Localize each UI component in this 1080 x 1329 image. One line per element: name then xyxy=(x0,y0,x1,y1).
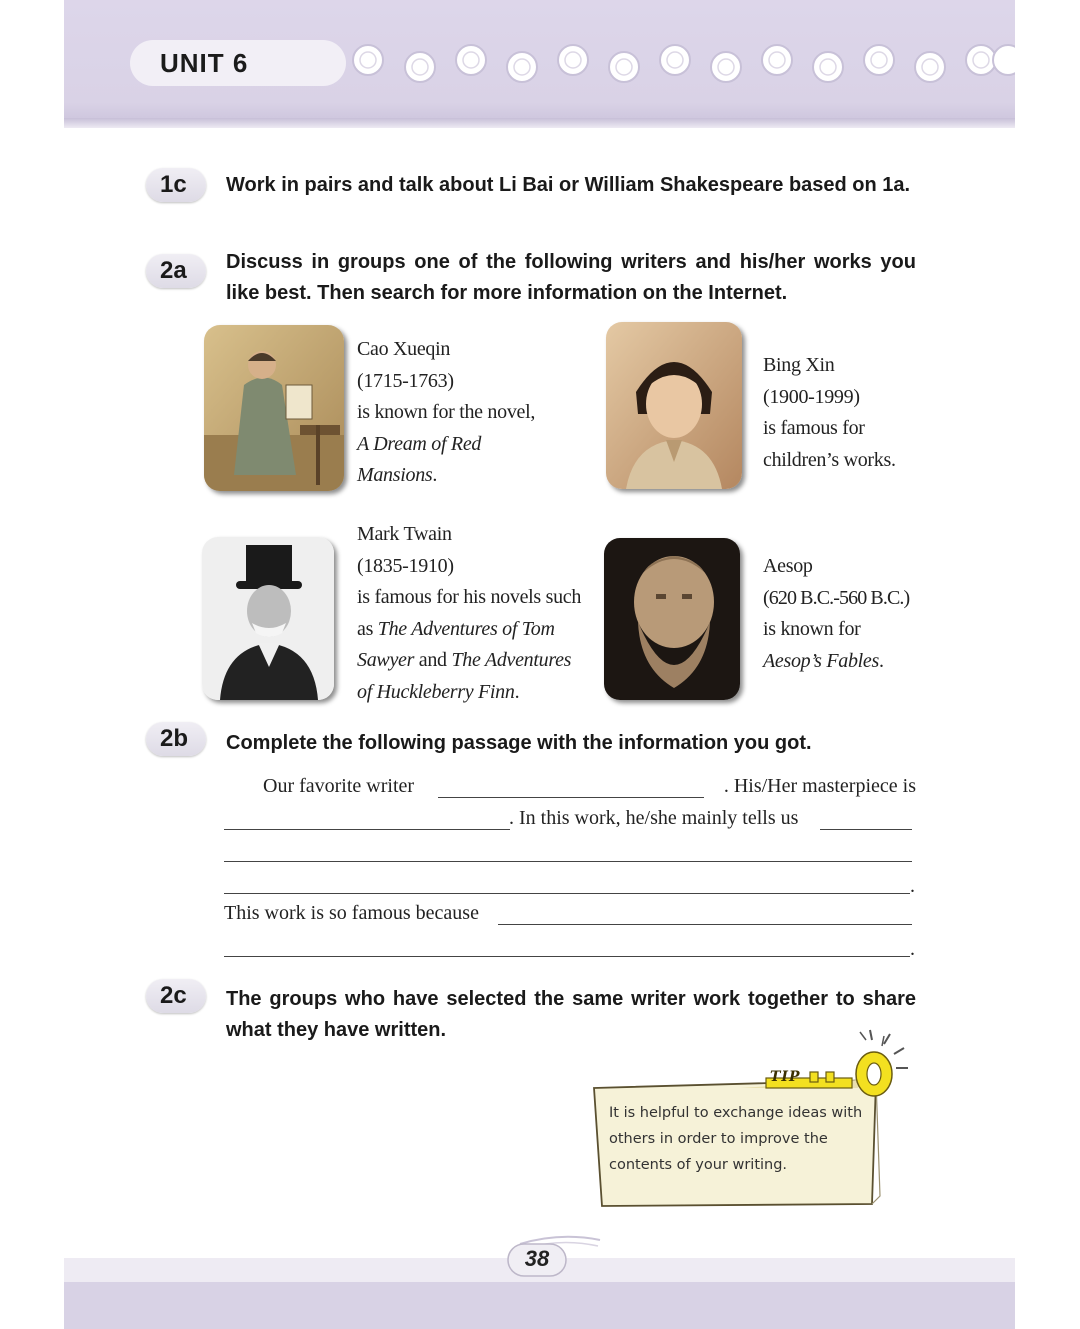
tip-line: contents of your writing. xyxy=(609,1157,788,1173)
answer-blank[interactable] xyxy=(224,829,510,830)
task-2a-instruction: Discuss in groups one of the following writers and his/her works you like best. Then search for more information on the Internet. xyxy=(226,251,916,304)
passage-text-tells: . In this work, he/she mainly tells us xyxy=(509,807,799,829)
portrait-mark-twain xyxy=(202,537,334,700)
writer-description: is known for the novel, xyxy=(357,401,536,423)
bio-cao-xueqin xyxy=(357,334,535,492)
task-2c-instruction: The groups who have selected the same writer work together to share what they have written. xyxy=(226,988,916,1041)
work-title: Sawyer xyxy=(357,649,415,671)
bio-bing-xin xyxy=(763,350,896,476)
page-number: 38 xyxy=(524,1246,550,1271)
answer-blank[interactable] xyxy=(498,924,912,925)
passage-text-favorite: Our favorite writer xyxy=(263,775,415,797)
answer-blank[interactable] xyxy=(224,956,910,957)
writer-years: (1835-1910) xyxy=(357,554,454,577)
answer-blank[interactable] xyxy=(438,797,704,798)
period: . xyxy=(878,649,884,672)
writer-description: is famous for xyxy=(763,417,865,439)
text-and: and xyxy=(414,649,452,671)
passage-text-masterpiece: . His/Her masterpiece is xyxy=(723,775,916,797)
task-tag-2c: 2c xyxy=(146,979,206,1013)
writer-name: Aesop xyxy=(763,555,813,577)
work-title: The Adventures xyxy=(451,649,572,671)
writer-name: Mark Twain xyxy=(357,523,452,545)
text-as: as xyxy=(357,617,378,640)
writer-description: children’s works. xyxy=(763,448,896,471)
bio-aesop xyxy=(763,551,909,677)
answer-blank[interactable] xyxy=(224,861,912,862)
answer-blank[interactable] xyxy=(224,893,910,894)
writer-name: Cao Xueqin xyxy=(357,338,451,360)
page-number-wrap xyxy=(508,1242,566,1276)
decorative-rings xyxy=(348,40,1015,86)
tip-line: others in order to improve the xyxy=(609,1131,828,1147)
period: . xyxy=(910,938,915,960)
writer-description: is known for xyxy=(763,618,861,640)
work-title: A Dream of Red xyxy=(357,432,482,455)
portrait-aesop xyxy=(604,538,740,700)
header-shadow xyxy=(64,118,1015,128)
work-title: Aesop’s Fables xyxy=(763,649,879,672)
writer-years: (1900-1999) xyxy=(763,385,860,408)
bio-mark-twain xyxy=(357,519,581,708)
task-tag-1c: 1c xyxy=(146,168,206,202)
task-tag-2b: 2b xyxy=(146,722,206,756)
work-title: Mansions xyxy=(357,464,433,486)
footer-band xyxy=(64,1282,1015,1329)
answer-blank[interactable] xyxy=(820,829,912,830)
writer-years: (620 B.C.-560 B.C.) xyxy=(763,586,910,609)
work-title: The Adventures of Tom xyxy=(377,617,555,640)
tip-line: It is helpful to exchange ideas with xyxy=(609,1105,863,1121)
period: . xyxy=(432,464,438,486)
portrait-cao-xueqin xyxy=(204,325,344,491)
task-2b-instruction: Complete the following passage with the information you got. xyxy=(226,732,812,754)
unit-title: UNIT 6 xyxy=(160,48,249,78)
tip-label: TIP xyxy=(770,1069,801,1085)
portrait-bing-xin xyxy=(606,322,742,489)
task-1c-instruction: Work in pairs and talk about Li Bai or William Shakespeare based on 1a. xyxy=(226,174,911,196)
passage-text-famous: This work is so famous because xyxy=(224,902,479,924)
task-tag-2a: 2a xyxy=(146,254,206,288)
tip-text xyxy=(609,1100,871,1178)
period: . xyxy=(514,680,520,703)
writer-description: is famous for his novels such xyxy=(357,586,582,608)
writer-years: (1715-1763) xyxy=(357,369,454,392)
period: . xyxy=(910,875,915,897)
work-title: of Huckleberry Finn xyxy=(357,680,515,703)
writer-name: Bing Xin xyxy=(763,354,835,376)
